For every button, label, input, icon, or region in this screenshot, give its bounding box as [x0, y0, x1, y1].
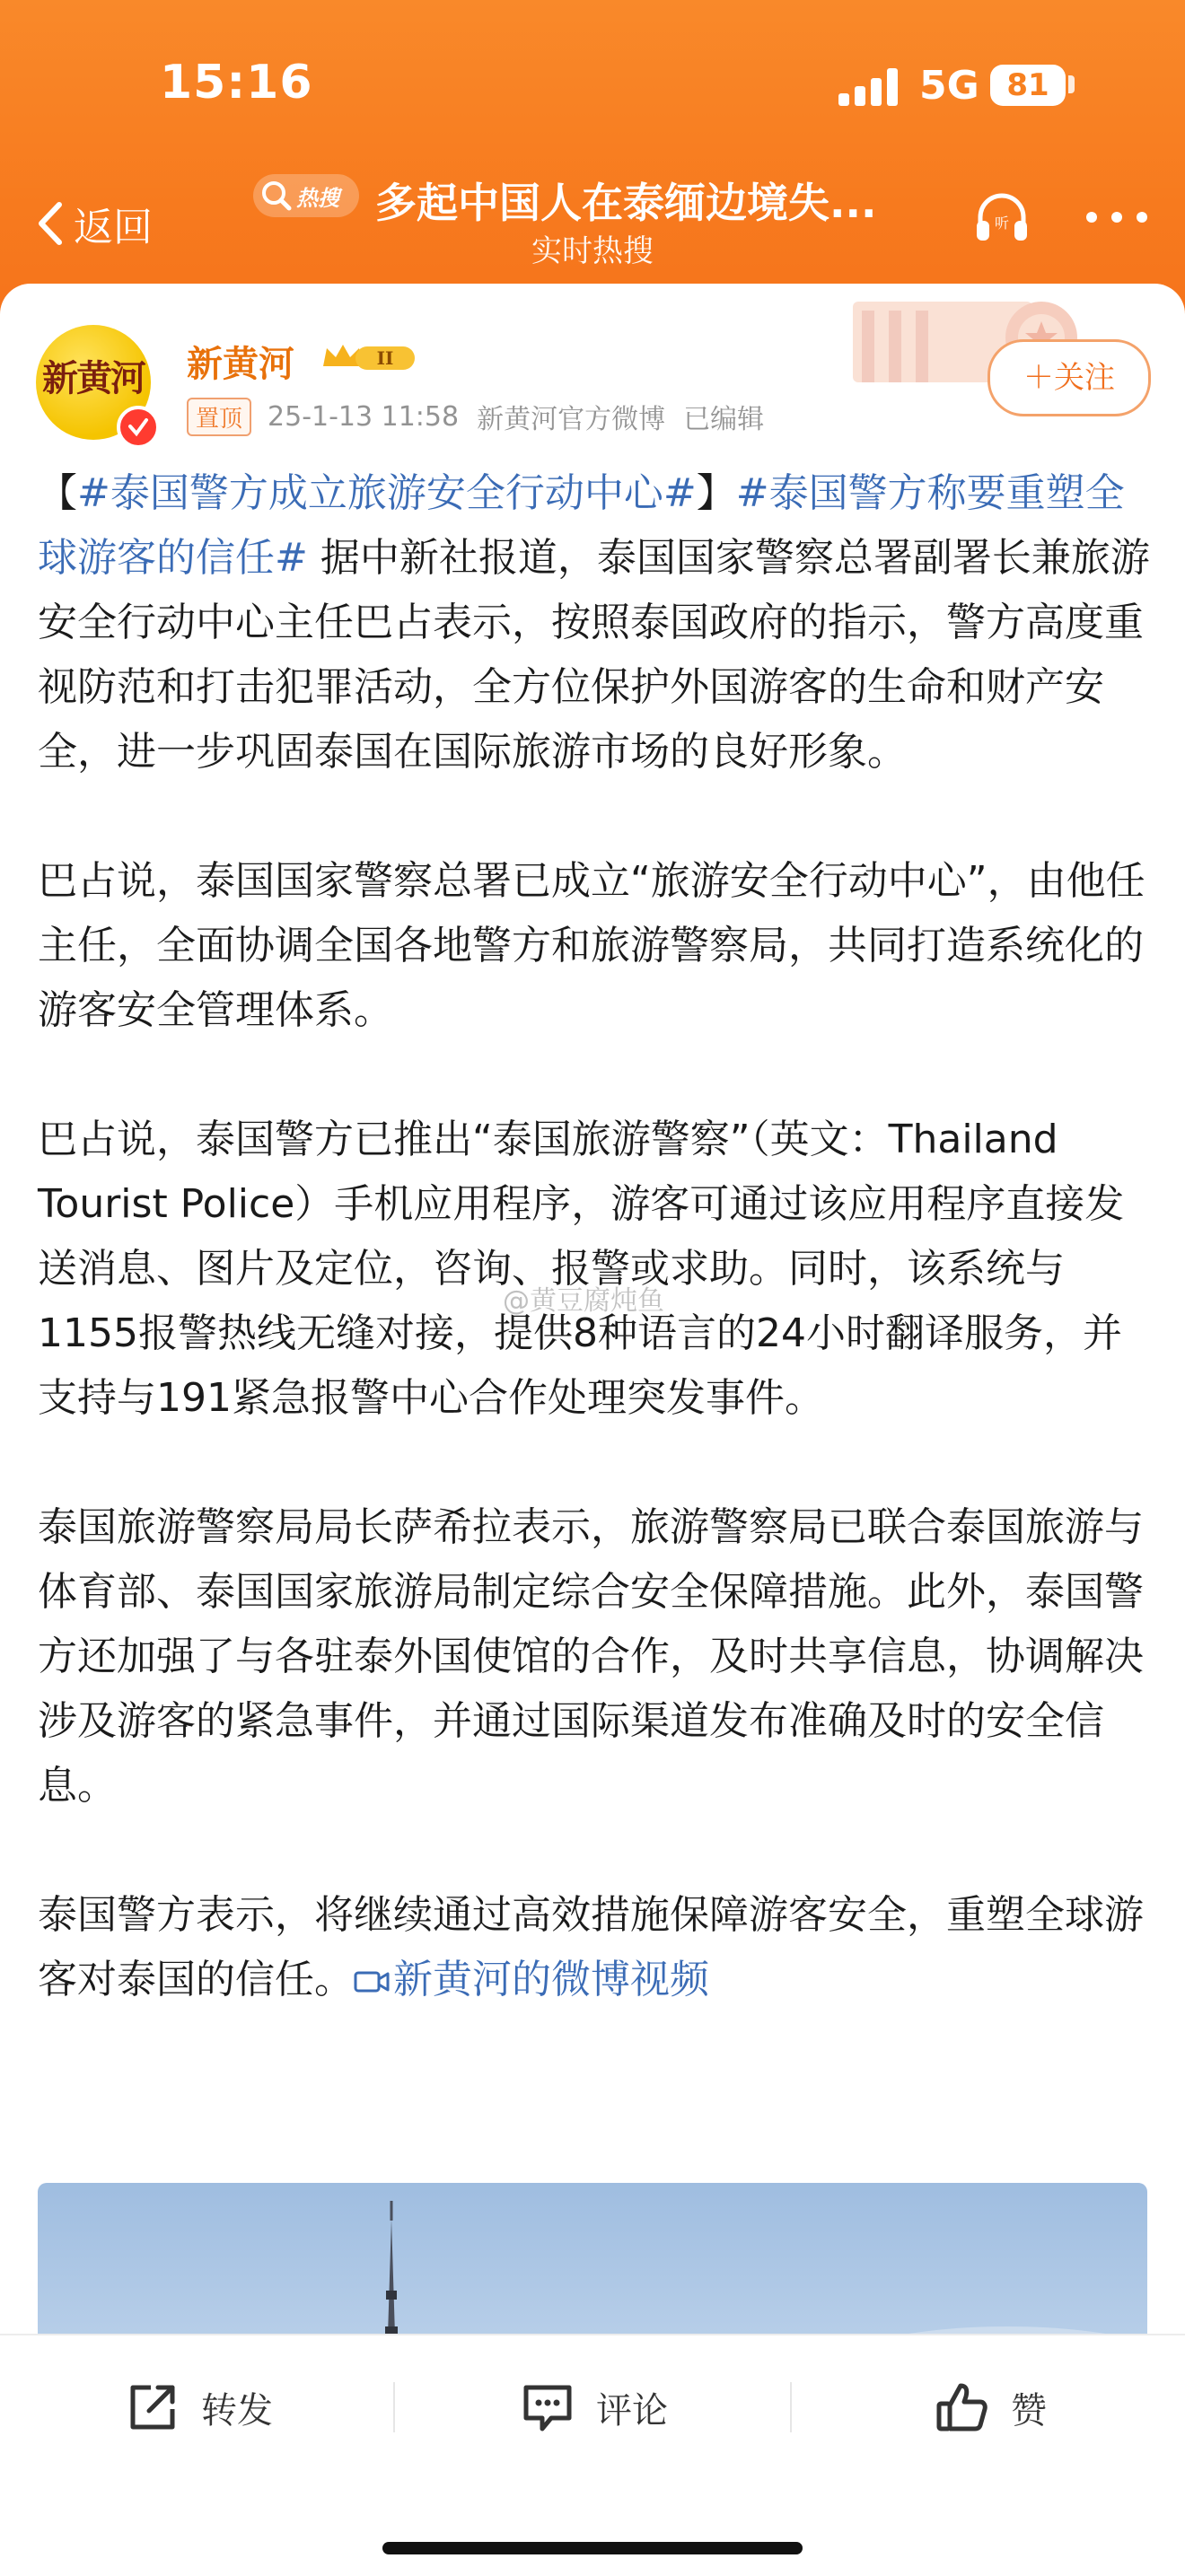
battery-level: 81	[1006, 67, 1049, 103]
battery-icon	[990, 65, 1066, 106]
signal-icon	[838, 68, 898, 106]
bracket-open: 【	[38, 470, 77, 516]
like-button[interactable]	[934, 2371, 1047, 2443]
action-divider	[790, 2382, 792, 2432]
page-title: 多起中国人在泰缅边境失...	[375, 179, 877, 227]
paragraph-2: 巴占说，泰国国家警察总署已成立“旅游安全行动中心”，由他任主任，全面协调全国各地警方和旅游警察局，共同打造系统化的游客安全管理体系。	[38, 858, 1146, 1033]
action-bar	[0, 2334, 1185, 2576]
post-meta	[187, 397, 764, 436]
follow-button[interactable]: ＋关注	[988, 339, 1151, 416]
network-type: 5G	[919, 63, 979, 109]
repost-button[interactable]	[124, 2371, 273, 2443]
back-label: 返回	[74, 205, 153, 250]
like-label: 赞	[1011, 2389, 1047, 2431]
pinned-badge: 置顶	[187, 398, 251, 436]
paragraph-3: 巴占说，泰国警方已推出“泰国旅游警察”（英文：Thailand Tourist Police）手机应用程序，游客可通过该应用程序直接发送消息、图片及定位，咨询、报警或求助。同时，该系统与1155报警热线无缝对接，提供8种语言的24小时翻译服务，并支持与191紧急报警中心合作处理突发事件。	[38, 1117, 1125, 1421]
comment-icon	[519, 2379, 576, 2436]
hot-search-icon	[259, 178, 294, 214]
comment-label: 评论	[596, 2389, 668, 2431]
battery-cap	[1068, 75, 1075, 93]
status-time: 15:16	[160, 56, 313, 110]
post-body	[38, 461, 1151, 2012]
bracket-close: 】	[696, 470, 736, 516]
comment-button[interactable]	[519, 2371, 668, 2443]
headphones-icon[interactable]	[970, 185, 1034, 250]
nav-bar	[0, 171, 1185, 287]
repost-label: 转发	[201, 2389, 273, 2431]
video-icon	[354, 1967, 390, 1996]
paragraph-4: 泰国旅游警察局局长萨希拉表示，旅游警察局已联合泰国旅游与体育部、泰国国家旅游局制定综合安全保障措施。此外，泰国警方还加强了与各驻泰外国使馆的合作，及时共享信息，协调解决涉及游客的紧急事件，并通过国际渠道发布准确及时的安全信息。	[38, 1504, 1144, 1809]
paragraph-1	[38, 461, 1151, 784]
hot-tag-label: 热搜	[296, 185, 339, 211]
post-source: 新黄河官方微博	[477, 404, 666, 435]
status-bar	[0, 0, 1185, 171]
watermark: @黄豆腐炖鱼	[503, 1285, 664, 1317]
more-icon[interactable]	[1084, 210, 1149, 224]
level-label: II	[376, 347, 394, 369]
crown-level-icon	[320, 339, 420, 375]
action-divider	[393, 2382, 395, 2432]
video-link-label: 新黄河的微博视频	[393, 1957, 709, 2002]
paragraph-1-text: 据中新社报道，泰国国家警察总署副署长兼旅游安全行动中心主任巴占表示，按照泰国政府的指示，警方高度重视防范和打击犯罪活动，全方位保护外国游客的生命和财产安全，进一步巩固泰国在国际旅游市场的良好形象。	[38, 535, 1150, 775]
page-subtitle: 实时热搜	[531, 233, 654, 269]
author-name[interactable]: 新黄河	[187, 344, 294, 385]
verified-icon	[117, 406, 160, 449]
post-card	[0, 284, 1185, 2574]
author-row	[0, 284, 1185, 454]
hashtag-link[interactable]: #泰国警方成立旅游安全行动中心#	[77, 470, 697, 516]
video-link[interactable]	[354, 1957, 709, 2002]
share-icon	[124, 2379, 181, 2436]
hot-search-tag	[253, 174, 359, 217]
avatar-text: 新黄河	[42, 357, 145, 399]
edited-label: 已编辑	[683, 404, 765, 435]
paragraph-5-text: 泰国警方表示，将继续通过高效措施保障游客安全，重塑全球游客对泰国的信任。	[38, 1892, 1144, 2002]
thumbs-up-icon	[934, 2379, 991, 2436]
hashtag-link[interactable]: #泰国警方称要重塑全球游客的信任#	[38, 470, 1125, 581]
svg-text:听: 听	[994, 215, 1010, 232]
post-date: 25-1-13 11:58	[268, 400, 460, 433]
home-indicator	[382, 2542, 803, 2554]
paragraph-5	[38, 1883, 1151, 2012]
